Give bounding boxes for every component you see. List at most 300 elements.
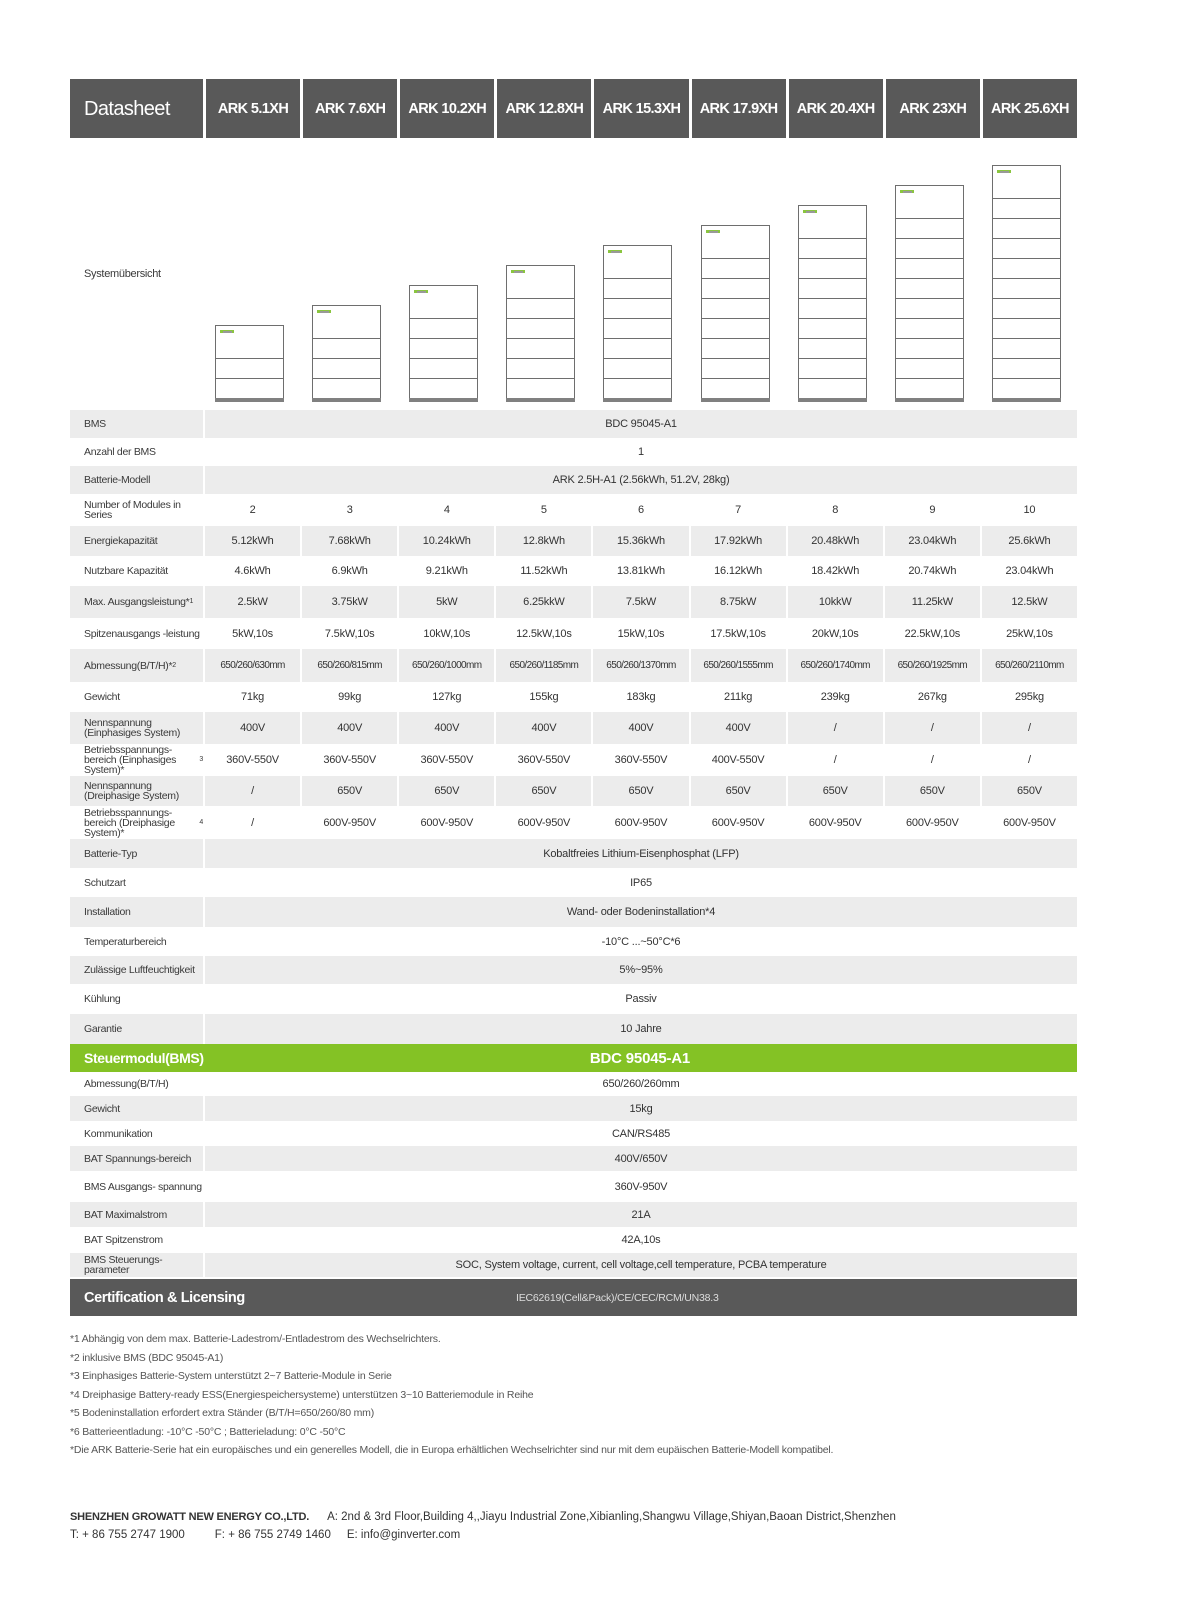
- bms-unit: [506, 265, 575, 298]
- spec-cell: 4.6kWh: [203, 556, 300, 586]
- battery-module: [895, 298, 964, 318]
- battery-stack-cell: [786, 138, 883, 410]
- spec-values: [203, 556, 1077, 586]
- spec-label: [70, 984, 203, 1014]
- spec-cell: 22.5kW,10s: [883, 618, 980, 649]
- model-header: ARK 23XH: [883, 79, 980, 138]
- spec-label-text: Temperaturbereich: [84, 935, 167, 948]
- spec-label-text: Abmessung(B/T/H)*: [84, 659, 173, 672]
- spec-values: [203, 586, 1077, 618]
- spec-label: [70, 618, 203, 649]
- spec-label: [70, 466, 203, 494]
- spec-cell: 650/260/1740mm: [786, 649, 883, 682]
- battery-stack: [603, 245, 672, 402]
- spec-label-text: Kühlung: [84, 993, 121, 1005]
- stack-base: [215, 398, 284, 402]
- battery-stack: [895, 185, 964, 402]
- spec-cell: 400V: [300, 712, 397, 744]
- spec-span-value: 650/260/260mm: [203, 1072, 1077, 1096]
- spec-cell: 23.04kWh: [883, 526, 980, 556]
- footnote: *2 inklusive BMS (BDC 95045-A1): [70, 1351, 224, 1364]
- spec-label-text: Spitzenausgangs -leistung: [84, 627, 200, 640]
- battery-module: [215, 378, 284, 398]
- model-header: ARK 5.1XH: [203, 79, 300, 138]
- spec-row: [70, 410, 1077, 438]
- spec-cell: 17.5kW,10s: [689, 618, 786, 649]
- battery-stack-cell: [494, 138, 591, 410]
- spec-row: [70, 682, 1077, 712]
- certification-row: [70, 1279, 1077, 1316]
- model-header: ARK 7.6XH: [300, 79, 397, 138]
- battery-module: [798, 358, 867, 378]
- battery-stack-cell: [883, 138, 980, 410]
- spec-row: [70, 1146, 1077, 1171]
- battery-module: [603, 318, 672, 338]
- battery-module: [895, 258, 964, 278]
- bms-section-title: Steuermodul(BMS): [84, 1050, 204, 1066]
- spec-cell: 5: [494, 494, 591, 526]
- spec-cell: 7: [689, 494, 786, 526]
- footnotes: [70, 1330, 1070, 1460]
- battery-stack-cell: [397, 138, 494, 410]
- spec-label-text: Number of Modules in Series: [84, 499, 181, 521]
- model-header: ARK 12.8XH: [494, 79, 591, 138]
- footnote: *5 Bodeninstallation erfordert extra Ständer (B/T/H=650/260/80 mm): [70, 1407, 375, 1419]
- spec-cell: 10kkW: [786, 586, 883, 618]
- spec-cell: 650V: [980, 776, 1077, 806]
- spec-cell: 15.36kWh: [591, 526, 688, 556]
- battery-module: [798, 378, 867, 398]
- spec-label-text: Betriebsspannungs-bereich (Einphasiges System)*: [84, 744, 177, 776]
- stack-base: [895, 398, 964, 402]
- spec-label-text: Anzahl der BMS: [84, 446, 156, 458]
- spec-label-text: Abmessung(B/T/H): [84, 1078, 169, 1090]
- certification-value: IEC62619(Cell&Pack)/CE/CEC/RCM/UN38.3: [516, 1291, 719, 1304]
- battery-module: [506, 318, 575, 338]
- spec-cell: 295kg: [980, 682, 1077, 712]
- battery-module: [701, 298, 770, 318]
- spec-label: [70, 744, 203, 776]
- spec-label-text: Betriebsspannungs-bereich (Dreiphasige System)*: [84, 806, 175, 839]
- spec-label: [70, 438, 203, 466]
- spec-values: [203, 776, 1077, 806]
- spec-cell: 4: [397, 494, 494, 526]
- spec-span-value: BDC 95045-A1: [203, 410, 1077, 438]
- footnote-ref: 2: [172, 661, 176, 669]
- battery-stack: [312, 305, 381, 402]
- spec-span-value: 21A: [203, 1202, 1077, 1227]
- battery-module: [798, 318, 867, 338]
- spec-cell: 650V: [883, 776, 980, 806]
- spec-cell: 400V: [591, 712, 688, 744]
- spec-span-value: IP65: [203, 868, 1077, 897]
- spec-span-value: Kobaltfreies Lithium-Eisenphosphat (LFP): [203, 839, 1077, 868]
- battery-module: [895, 318, 964, 338]
- spec-cell: 12.8kWh: [494, 526, 591, 556]
- battery-module: [603, 278, 672, 298]
- spec-cell: 71kg: [203, 682, 300, 712]
- spec-label: [70, 1171, 203, 1202]
- spec-cell: 600V-950V: [883, 806, 980, 839]
- spec-cell: 25.6kWh: [980, 526, 1077, 556]
- spec-values: [203, 744, 1077, 776]
- footnote-ref: 1: [189, 598, 194, 605]
- spec-cell: 9.21kWh: [397, 556, 494, 586]
- spec-cell: 650/260/1185mm: [494, 649, 591, 682]
- company-phone: T: + 86 755 2747 1900: [70, 1529, 185, 1541]
- spec-row: [70, 556, 1077, 586]
- spec-values: [203, 806, 1077, 839]
- battery-module: [506, 358, 575, 378]
- battery-stack: [215, 325, 284, 402]
- spec-cell: 650/260/1555mm: [689, 649, 786, 682]
- spec-label-text: BAT Spannungs-bereich: [84, 1152, 192, 1165]
- spec-span-value: 15kg: [203, 1096, 1077, 1121]
- spec-cell: 360V-550V: [203, 744, 300, 776]
- battery-stack-cell: [689, 138, 786, 410]
- spec-cell: 13.81kWh: [591, 556, 688, 586]
- spec-label: [70, 839, 203, 868]
- spec-cell: 239kg: [786, 682, 883, 712]
- battery-module: [603, 358, 672, 378]
- spec-span-value: ARK 2.5H-A1 (2.56kWh, 51.2V, 28kg): [203, 466, 1077, 494]
- spec-cell: 650V: [591, 776, 688, 806]
- spec-cell: 650V: [300, 776, 397, 806]
- spec-cell: 600V-950V: [300, 806, 397, 839]
- spec-values: [203, 682, 1077, 712]
- spec-cell: 600V-950V: [786, 806, 883, 839]
- battery-module: [603, 338, 672, 358]
- spec-cell: 6.9kWh: [300, 556, 397, 586]
- battery-module: [701, 358, 770, 378]
- spec-cell: 400V: [689, 712, 786, 744]
- spec-span-value: Wand- oder Bodeninstallation*4: [203, 897, 1077, 927]
- company-footer: [70, 1508, 1120, 1544]
- spec-row: [70, 494, 1077, 526]
- spec-cell: 650/260/815mm: [300, 649, 397, 682]
- spec-cell: 3: [300, 494, 397, 526]
- footnote: *1 Abhängig von dem max. Batterie-Ladestrom/-Entladestrom des Wechselrichters.: [70, 1333, 441, 1345]
- spec-row: [70, 1096, 1077, 1121]
- spec-cell: 11.52kWh: [494, 556, 591, 586]
- battery-module: [506, 298, 575, 318]
- bms-unit: [992, 165, 1061, 198]
- battery-module: [701, 278, 770, 298]
- spec-label: [70, 927, 203, 956]
- battery-module: [992, 298, 1061, 318]
- spec-cell: 211kg: [689, 682, 786, 712]
- spec-span-value: 5%~95%: [203, 956, 1077, 984]
- spec-label-text: BMS Ausgangs- spannung: [84, 1180, 202, 1193]
- spec-cell: 18.42kWh: [786, 556, 883, 586]
- spec-span-value: 360V-950V: [203, 1171, 1077, 1202]
- spec-row: [70, 1014, 1077, 1044]
- spec-label: [70, 868, 203, 897]
- spec-cell: 20kW,10s: [786, 618, 883, 649]
- spec-label-text: Nutzbare Kapazität: [84, 565, 168, 577]
- bms-unit: [409, 285, 478, 318]
- bms-unit: [701, 225, 770, 258]
- spec-span-value: 1: [203, 438, 1077, 466]
- spec-cell: 8.75kW: [689, 586, 786, 618]
- spec-span-value: 400V/650V: [203, 1146, 1077, 1171]
- spec-label: [70, 1146, 203, 1171]
- footnote: *6 Batterieentladung: -10°C -50°C ; Batterieladung: 0°C -50°C: [70, 1425, 346, 1438]
- spec-row: [70, 712, 1077, 744]
- spec-label: [70, 776, 203, 806]
- spec-cell: 183kg: [591, 682, 688, 712]
- stack-base: [701, 398, 770, 402]
- spec-row: [70, 868, 1077, 897]
- growatt-logo-icon: [220, 330, 234, 333]
- spec-label-text: BAT Spitzenstrom: [84, 1234, 163, 1246]
- spec-label-text: Installation: [84, 906, 131, 918]
- spec-cell: 7.5kW: [591, 586, 688, 618]
- battery-stack-cell: [980, 138, 1077, 410]
- spec-label: [70, 1227, 203, 1253]
- footnote: *3 Einphasiges Batterie-System unterstützt 2~7 Batterie-Module in Serie: [70, 1370, 392, 1382]
- spec-label: [70, 494, 203, 526]
- spec-cell: 7.68kWh: [300, 526, 397, 556]
- battery-module: [895, 278, 964, 298]
- spec-label-text: Nennspannung (Dreiphasige System): [84, 780, 179, 802]
- battery-module: [409, 318, 478, 338]
- spec-cell: 155kg: [494, 682, 591, 712]
- spec-cell: 400V: [494, 712, 591, 744]
- battery-module: [701, 338, 770, 358]
- footnote-ref: 4: [199, 818, 203, 826]
- model-header: ARK 25.6XH: [980, 79, 1077, 138]
- model-header: ARK 20.4XH: [786, 79, 883, 138]
- spec-values: [203, 494, 1077, 526]
- spec-row: [70, 744, 1077, 776]
- spec-label: [70, 897, 203, 927]
- spec-cell: 400V-550V: [689, 744, 786, 776]
- battery-module: [992, 278, 1061, 298]
- bms-unit: [895, 185, 964, 218]
- growatt-logo-icon: [900, 190, 914, 193]
- spec-row: [70, 776, 1077, 806]
- spec-cell: 20.48kWh: [786, 526, 883, 556]
- spec-cell: 600V-950V: [591, 806, 688, 839]
- spec-row: [70, 984, 1077, 1014]
- spec-cell: /: [980, 744, 1077, 776]
- battery-module: [312, 358, 381, 378]
- spec-cell: /: [786, 744, 883, 776]
- growatt-logo-icon: [414, 290, 428, 293]
- certification-title: Certification & Licensing: [84, 1289, 245, 1306]
- spec-label: [70, 712, 203, 744]
- spec-cell: 12.5kW: [980, 586, 1077, 618]
- spec-cell: 16.12kWh: [689, 556, 786, 586]
- spec-span-value: Passiv: [203, 984, 1077, 1014]
- battery-stack: [409, 285, 478, 402]
- spec-cell: 360V-550V: [494, 744, 591, 776]
- spec-cell: 650/260/1000mm: [397, 649, 494, 682]
- growatt-logo-icon: [803, 210, 817, 213]
- bms-section-model: BDC 95045-A1: [589, 1049, 691, 1067]
- spec-row: [70, 526, 1077, 556]
- battery-module: [992, 218, 1061, 238]
- spec-row: [70, 1072, 1077, 1096]
- spec-label: [70, 556, 203, 586]
- spec-cell: 7.5kW,10s: [300, 618, 397, 649]
- spec-rows: [70, 410, 1077, 1044]
- spec-cell: 400V: [397, 712, 494, 744]
- stack-base: [798, 398, 867, 402]
- model-header: ARK 17.9XH: [689, 79, 786, 138]
- spec-row: [70, 956, 1077, 984]
- stack-base: [409, 398, 478, 402]
- spec-cell: 6: [591, 494, 688, 526]
- battery-stack: [798, 205, 867, 402]
- spec-cell: 400V: [203, 712, 300, 744]
- spec-values: [203, 712, 1077, 744]
- spec-cell: 360V-550V: [397, 744, 494, 776]
- datasheet-table: [70, 79, 1077, 1316]
- spec-label: [70, 586, 203, 618]
- spec-label-text: Max. Ausgangsleistung*: [84, 596, 190, 608]
- footnote-ref: 3: [199, 756, 203, 763]
- bms-section-header: [70, 1044, 1077, 1072]
- spec-cell: 650V: [397, 776, 494, 806]
- spec-values: [203, 649, 1077, 682]
- spec-span-value: SOC, System voltage, current, cell voltage,cell temperature, PCBA temperature: [203, 1253, 1077, 1277]
- spec-cell: 12.5kW,10s: [494, 618, 591, 649]
- battery-module: [506, 338, 575, 358]
- spec-label: [70, 1253, 203, 1277]
- spec-row: [70, 839, 1077, 868]
- spec-span-value: CAN/RS485: [203, 1121, 1077, 1146]
- spec-row: [70, 1202, 1077, 1227]
- model-header: ARK 10.2XH: [397, 79, 494, 138]
- spec-cell: 650/260/1370mm: [591, 649, 688, 682]
- spec-label-text: Gewicht: [84, 691, 120, 703]
- bms-spec-rows: [70, 1072, 1077, 1277]
- spec-cell: /: [203, 806, 300, 839]
- battery-module: [409, 378, 478, 398]
- spec-row: [70, 466, 1077, 494]
- battery-module: [409, 358, 478, 378]
- spec-cell: 600V-950V: [397, 806, 494, 839]
- spec-row: [70, 1171, 1077, 1202]
- spec-cell: 127kg: [397, 682, 494, 712]
- spec-label: [70, 410, 203, 438]
- spec-label: [70, 1202, 203, 1227]
- growatt-logo-icon: [608, 250, 622, 253]
- spec-cell: 267kg: [883, 682, 980, 712]
- model-headers: [203, 79, 1077, 138]
- battery-stack-cell: [300, 138, 397, 410]
- spec-cell: 23.04kWh: [980, 556, 1077, 586]
- bms-unit: [798, 205, 867, 238]
- spec-cell: 600V-950V: [494, 806, 591, 839]
- spec-label: [70, 1121, 203, 1146]
- spec-label: [70, 649, 203, 682]
- model-header: ARK 15.3XH: [591, 79, 688, 138]
- battery-module: [992, 318, 1061, 338]
- spec-row: [70, 586, 1077, 618]
- spec-cell: 10: [980, 494, 1077, 526]
- spec-label: [70, 1014, 203, 1044]
- battery-module: [992, 358, 1061, 378]
- footnote: *4 Dreiphasige Battery-ready ESS(Energiespeichersysteme) unterstützen 3~10 Batteriemodule in Reihe: [70, 1388, 534, 1401]
- spec-label-text: Kommunikation: [84, 1127, 153, 1140]
- spec-cell: /: [203, 776, 300, 806]
- bms-unit: [215, 325, 284, 358]
- spec-cell: 11.25kW: [883, 586, 980, 618]
- battery-module: [701, 258, 770, 278]
- spec-cell: 650V: [786, 776, 883, 806]
- spec-cell: 25kW,10s: [980, 618, 1077, 649]
- spec-cell: 650V: [494, 776, 591, 806]
- spec-cell: 360V-550V: [300, 744, 397, 776]
- spec-label-text: Energiekapazität: [84, 535, 158, 547]
- spec-label-text: Batterie-Modell: [84, 474, 151, 486]
- battery-stack-cell: [203, 138, 300, 410]
- spec-span-value: -10°C ...~50°C*6: [203, 927, 1077, 956]
- company-address: A: 2nd & 3rd Floor,Building 4,,Jiayu Industrial Zone,Xibianling,Shangwu Village,Shiyan,Baoan District,Shenzhen: [327, 1511, 896, 1523]
- spec-label: [70, 682, 203, 712]
- company-name: SHENZHEN GROWATT NEW ENERGY CO.,LTD.: [70, 1511, 310, 1523]
- battery-module: [312, 378, 381, 398]
- spec-label-text: BMS: [84, 418, 106, 430]
- table-header: [70, 79, 1077, 138]
- battery-module: [215, 358, 284, 378]
- spec-cell: 2.5kW: [203, 586, 300, 618]
- spec-cell: 600V-950V: [689, 806, 786, 839]
- battery-module: [409, 338, 478, 358]
- spec-cell: 10.24kWh: [397, 526, 494, 556]
- spec-row: [70, 1227, 1077, 1253]
- battery-module: [992, 338, 1061, 358]
- stack-base: [506, 398, 575, 402]
- spec-label-text: BMS Steuerungs- parameter: [84, 1254, 163, 1276]
- spec-span-value: 42A,10s: [203, 1227, 1077, 1253]
- spec-row: [70, 1121, 1077, 1146]
- battery-module: [895, 218, 964, 238]
- system-overview-label: Systemübersicht: [84, 268, 161, 280]
- spec-cell: 5kW,10s: [203, 618, 300, 649]
- spec-cell: 20.74kWh: [883, 556, 980, 586]
- spec-label-text: Batterie-Typ: [84, 847, 138, 860]
- battery-stack-cell: [591, 138, 688, 410]
- footnote: *Die ARK Batterie-Serie hat ein europäisches und ein generelles Modell, die in Europa erhältlichen Wechselrichter sind nur mit dem eupäischen Batterie-Modell kompatibel.: [70, 1444, 834, 1456]
- stack-base: [992, 398, 1061, 402]
- battery-module: [798, 278, 867, 298]
- spec-values: [203, 526, 1077, 556]
- battery-module: [701, 378, 770, 398]
- battery-stacks: [203, 138, 1077, 410]
- spec-cell: 10kW,10s: [397, 618, 494, 649]
- spec-row: [70, 618, 1077, 649]
- spec-label-text: Garantie: [84, 1023, 122, 1035]
- spec-label: [70, 956, 203, 984]
- spec-cell: 9: [883, 494, 980, 526]
- battery-stack: [992, 165, 1061, 402]
- battery-module: [603, 298, 672, 318]
- spec-label: [70, 1096, 203, 1121]
- spec-cell: /: [786, 712, 883, 744]
- company-email[interactable]: E: info@ginverter.com: [346, 1529, 461, 1541]
- spec-cell: 650/260/2110mm: [980, 649, 1077, 682]
- spec-cell: /: [980, 712, 1077, 744]
- bms-unit: [603, 245, 672, 278]
- battery-module: [701, 318, 770, 338]
- battery-module: [895, 338, 964, 358]
- battery-stack: [506, 265, 575, 402]
- spec-cell: /: [883, 744, 980, 776]
